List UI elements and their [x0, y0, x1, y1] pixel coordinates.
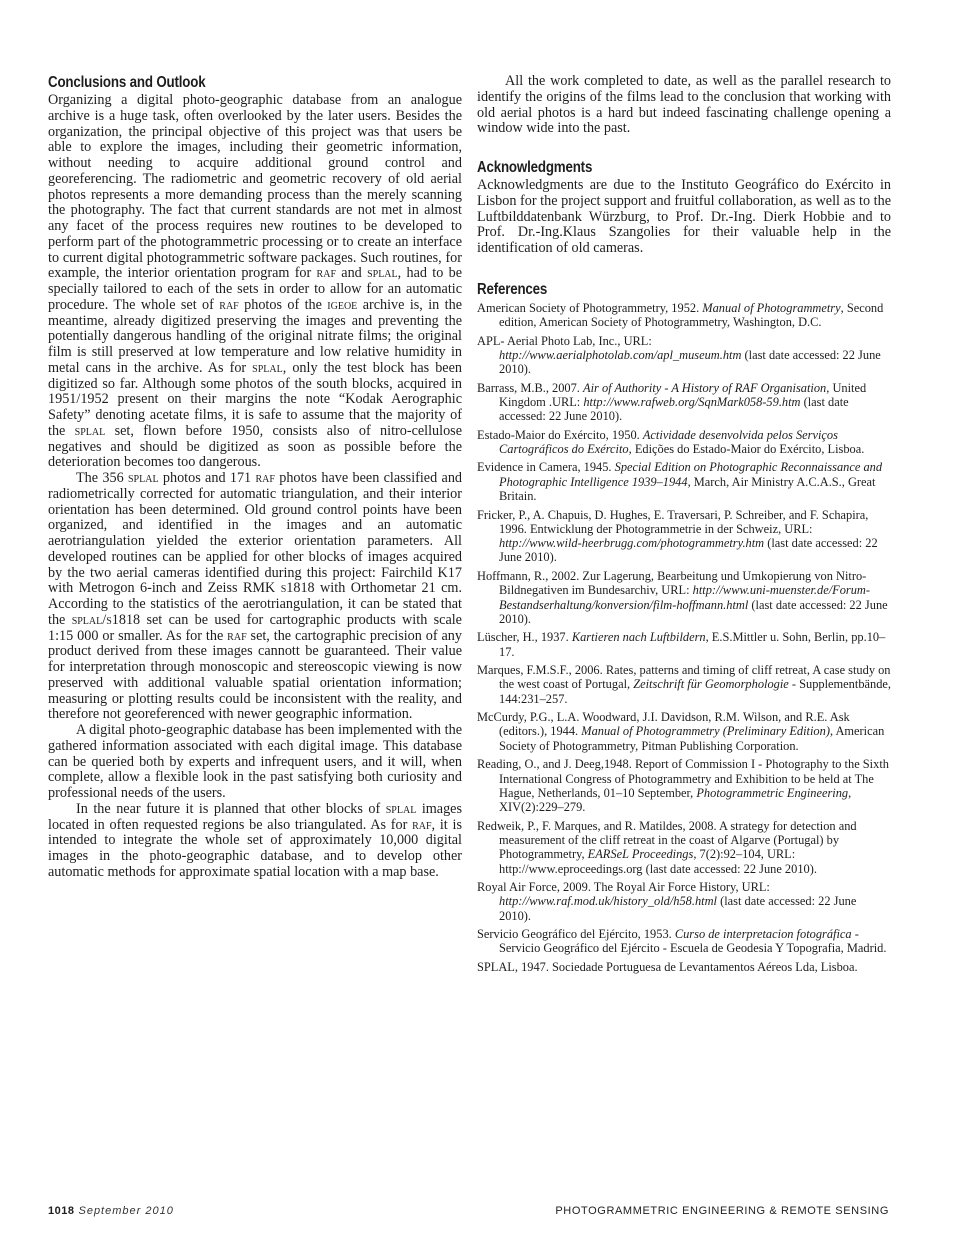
reference-title: Zeitschrift für Geomorphologie — [633, 677, 789, 692]
references-list — [477, 301, 891, 974]
conclusions-paragraph-1: Organizing a digital photo-geographic database from an analogue archive is a huge task, often overlooked by the later users. Besides the organization, the principal objective of this project was that users be able to explore the images, including their geometric information, without needing to acquire additional ground control and georeferencing. The radiometric and geometric recovery of old aerial photos represents a more demanding process than the merely scanning the photography. The fact that current standards are not met in almost any facet of the process requires new routines to be developed to perform part of the photogrammetric processing or to create an interface to current digital photogrammetric software packages. Such routines, for example, the interior orientation program for raf and splal, had to be specially tailored to each of the sets in order to allow for an automatic procedure. The whole set of raf photos of the igeoe archive is, in the meantime, already digitized preserving the images and preventing the potentially dangerous handling of the original nitrate films; the original film is still preserved at low temperature and low relative humidity in metal cans in the archive. As for splal, only the test block has been digitized so far. Although some photos of the south blocks, acquired in 1951/1952 present on their margins the note “Kodak Aerographic Safety” denoting acetate films, it is safe to assume that the majority of the splal set, flown before 1950, consists also of nitro-cellulose negatives and should be digitized as soon as possible before the deterioration becomes too dangerous. — [48, 92, 462, 471]
reference-text: McCurdy, P.G., L.A. Woodward, J.I. Davidson, R.M. Wilson, and R.E. Ask (editors.), 1944. — [477, 710, 850, 739]
reference-title: Kartieren nach Luftbildern — [571, 630, 706, 645]
reference-text: Lüscher, H., 1937. — [477, 630, 572, 645]
reference-text: Evidence in Camera, 1945. — [477, 460, 615, 475]
reference-text: Royal Air Force, 2009. The Royal Air Force History, URL: — [477, 879, 770, 894]
reference-title: EARSeL Proceedings — [587, 847, 694, 862]
reference-text: Estado-Maior do Exército, 1950. — [477, 427, 643, 442]
reference-text: (last date accessed: 22 June 2010). — [499, 347, 881, 377]
reference-title: Special Edition on Photographic Reconnaissance and Photographic Intelligence 1939–1944 — [499, 460, 883, 489]
reference-title: http://www.uni-muenster.de/Forum-Bestandserhaltung/konversion/film-hoffmann.html — [499, 583, 870, 612]
intro-paragraph: All the work completed to date, as well as the parallel research to identify the origins of the films lead to the conclusion that working with old aerial photos is a hard but indeed fascinating challenge opening a window wide into the past. — [477, 73, 891, 137]
reference-item — [477, 428, 891, 457]
reference-text: , American Society of Photogrammetry, Pitman Publishing Corporation. — [499, 724, 885, 753]
reference-item — [477, 381, 891, 424]
reference-text: SPLAL, 1947. Sociedade Portuguesa de Levantamentos Aéreos Lda, Lisboa. — [477, 959, 858, 974]
reference-item — [477, 301, 891, 330]
reference-item — [477, 630, 891, 659]
reference-item — [477, 757, 891, 814]
reference-item — [477, 819, 891, 876]
reference-text: (last date accessed: 22 June 2010). — [499, 894, 857, 923]
reference-item — [477, 334, 891, 377]
reference-text: , E.S.Mittler u. Sohn, Berlin, pp.10–17. — [499, 630, 886, 659]
reference-item — [477, 960, 891, 974]
reference-title: Photogrammetric Engineering — [696, 785, 849, 800]
issue-date: September 2010 — [78, 1205, 174, 1217]
conclusions-heading: Conclusions and Outlook — [48, 74, 206, 91]
reference-text: Redweik, P., F. Marques, and R. Matildes, 2008. A strategy for detection and measurement of the cliff retreat in the coast of Algarve (Portugal) by Photogrammetry, — [477, 818, 857, 862]
reference-item — [477, 880, 891, 923]
references-heading: References — [477, 280, 548, 298]
reference-title: http://www.aerialphotolab.com/apl_museum.htm — [499, 347, 742, 362]
acknowledgments-paragraph: Acknowledgments are due to the Instituto Geográfico do Exército in Lisbon for the project support and fruitful collaboration, as well as to the Luftbilddatenbank Würzburg, to Prof. Dr.-Ing. Dierk Hobbie and to Prof. Dr.-Ing.Klaus Szangolies for their valuable help in the identification of old cameras. — [477, 177, 891, 256]
reference-title: Actividade desenvolvida pelos Serviços Cartográficos do Exército — [499, 427, 838, 456]
reference-text: Barrass, M.B., 2007. — [477, 380, 584, 395]
page-number: 1018 — [48, 1205, 75, 1217]
reference-item — [477, 927, 891, 956]
reference-text: APL- Aerial Photo Lab, Inc., URL: — [477, 333, 652, 348]
reference-text: (last date accessed: 22 June 2010). — [499, 597, 888, 626]
reference-title: http://www.rafweb.org/SqnMark058-59.htm — [583, 394, 801, 409]
reference-text: Fricker, P., A. Chapuis, D. Hughes, E. Traversari, P. Schreiber, and F. Schapira, 1996. Entwicklung der Photogrammetrie in der Schweiz, URL: — [477, 507, 869, 536]
reference-text: Reading, O., and J. Deeg,1948. Report of Commission I - Photography to the Sixth International Congress of Photogrammetry and Exhibition to be held at The Hague, Netherlands, 01–10 September, — [477, 757, 889, 800]
reference-item — [477, 710, 891, 753]
conclusions-paragraph-4: In the near future it is planned that other blocks of splal images located in often requested regions be also triangulated. As for raf, it is intended to integrate the whole set of approximately 10,000 digital images in the photo-geographic database, and to develop other automatic methods for approximate spatial location with a map base. — [48, 800, 463, 880]
reference-text: Marques, F.M.S.F., 2006. Rates, patterns and timing of cliff retreat, A case study on the west coast of Portugal, — [477, 663, 891, 692]
reference-text: , XIV(2):229–279. — [499, 785, 852, 815]
page-footer-left — [48, 1205, 174, 1217]
reference-title: http://www.wild-heerbrugg.com/photogrammetry.htm — [499, 536, 765, 551]
reference-item — [477, 569, 891, 626]
reference-title: Curso de interpretacion fotográfica — [674, 927, 852, 942]
reference-text: (last date accessed: 22 June 2010). — [499, 536, 878, 565]
reference-title: http://www.raf.mod.uk/history_old/h58.html — [499, 894, 717, 909]
reference-text: , 7(2):92–104, URL: http://www.eproceedings.org (last date accessed: 22 June 2010). — [499, 847, 817, 876]
right-column — [477, 74, 891, 978]
journal-name: PHOTOGRAMMETRIC ENGINEERING & REMOTE SENSING — [555, 1205, 889, 1217]
reference-text: , United Kingdom .URL: — [499, 380, 867, 409]
reference-text: - Servicio Geográfico del Ejército - Escuela de Geodesia Y Topografia, Madrid. — [499, 927, 887, 956]
conclusions-paragraph-2: The 356 splal photos and 171 raf photos have been classified and radiometrically corrected for automatic triangulation, and their interior orientation has been determined. Old ground control points have been organized, and identified in the images and an automatic aerotriangulation yielded the exterior orientation parameters. All developed routines can be applied for other blocks of images acquired by the two aerial cameras identified during this project: Fairchild K17 with Metrogon 6-inch and Zeiss RMK s1818 with Orthometar 21 cm. According to the statistics of the aerotriangulation, it can be stated that the splal/s1818 set can be used for cartographic products with scale 1:15 000 or smaller. As for the raf set, the cartographic precision of any product derived from these images cannott be guaranteed. Their value for interpretation through monoscopic and stereoscopic viewing is now preserved with additional valuable spatial orientation information; measuring or plotting results could be inconsistent with the reality, and therefore not georeferenced with newer geographic information. — [48, 470, 463, 723]
reference-text: Hoffmann, R., 2002. Zur Lagerung, Bearbeitung und Umkopierung von Nitro-Bildnegativen im Bundesarchiv, URL: — [477, 568, 867, 598]
reference-item — [477, 663, 891, 706]
reference-text: , March, Air Ministry A.C.A.S., Great Britain. — [499, 474, 876, 504]
reference-text: , Edições do Estado-Maior do Exército, Lisboa. — [628, 441, 865, 456]
acknowledgments-heading: Acknowledgments — [477, 159, 593, 176]
conclusions-paragraph-3: A digital photo-geographic database has been implemented with the gathered information associated with each digital image. This database can be queried both by experts and infrequent users, and it will, when complete, allow a flexible look in the past satisfying both curiosity and professional needs of the users. — [48, 722, 462, 801]
reference-text: American Society of Photogrammetry, 1952. — [477, 300, 703, 315]
reference-title: Manual of Photogrammetry — [702, 300, 841, 315]
reference-item — [477, 460, 891, 503]
reference-item — [477, 508, 891, 565]
reference-text: - Supplementbände, 144:231–257. — [499, 677, 891, 706]
reference-title: Air of Authority - A History of RAF Organisation — [583, 380, 827, 395]
reference-text: (last date accessed: 22 June 2010). — [499, 394, 849, 424]
reference-text: Servicio Geográfico del Ejército, 1953. — [477, 927, 675, 942]
reference-title: Manual of Photogrammetry (Preliminary Edition) — [581, 724, 830, 739]
left-column — [48, 74, 462, 881]
reference-text: , Second edition, American Society of Photogrammetry, Washington, D.C. — [499, 300, 884, 330]
